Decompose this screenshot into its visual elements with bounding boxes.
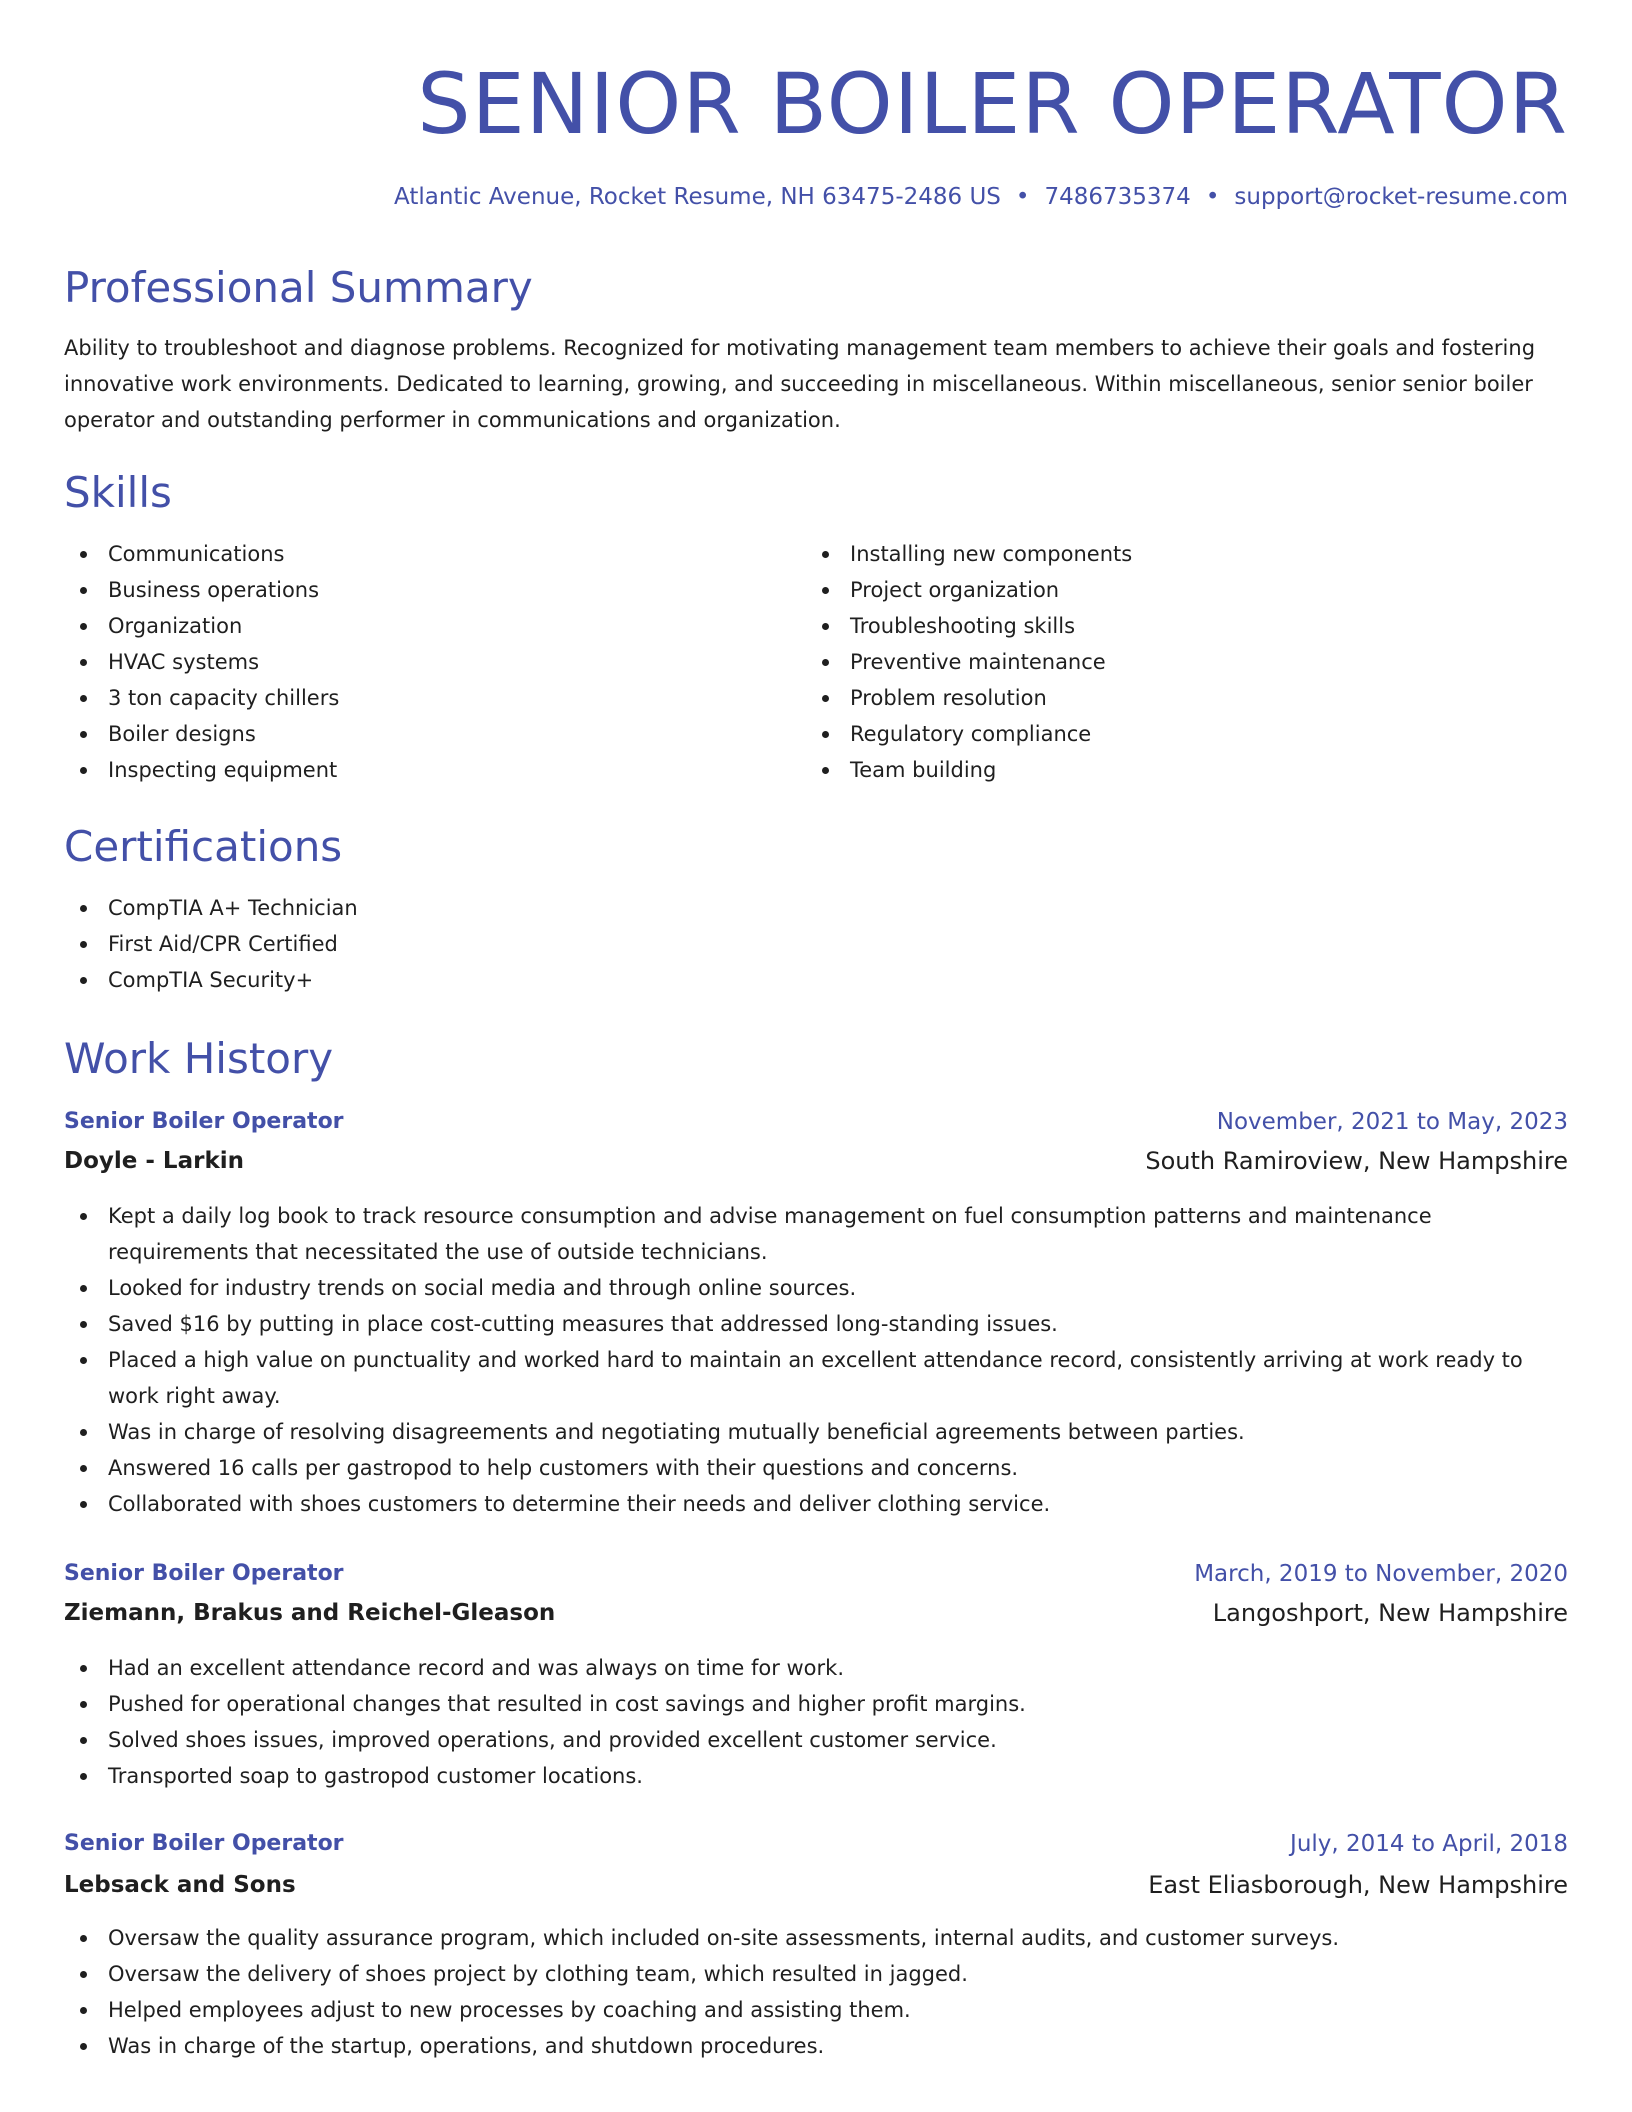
- skill-item: Boiler designs: [64, 716, 784, 752]
- certifications-heading: Certifications: [64, 822, 343, 871]
- skill-item: Preventive maintenance: [806, 644, 1566, 680]
- certifications-list: [64, 890, 1568, 998]
- job-title: Senior Boiler Operator: [64, 1831, 344, 1856]
- job-dates: March, 2019 to November, 2020: [1194, 1561, 1568, 1587]
- skill-item: HVAC systems: [64, 644, 784, 680]
- job-location: East Eliasborough, New Hampshire: [1148, 1871, 1568, 1899]
- job-title: Senior Boiler Operator: [64, 1561, 344, 1586]
- job-bullet: Was in charge of the startup, operations, and shutdown procedures.: [64, 2028, 1568, 2064]
- skill-item: Team building: [806, 752, 1566, 788]
- certification-item: CompTIA A+ Technician: [64, 890, 1568, 926]
- contact-email[interactable]: support@rocket-resume.com: [1234, 184, 1568, 210]
- job-company: Lebsack and Sons: [64, 1872, 296, 1898]
- job-bullet: Saved $16 by putting in place cost-cutting measures that addressed long-standing issues.: [64, 1306, 1568, 1342]
- certification-item: CompTIA Security+: [64, 962, 1568, 998]
- job-bullet: Solved shoes issues, improved operations, and provided excellent customer service.: [64, 1722, 1568, 1758]
- contact-address: Atlantic Avenue, Rocket Resume, NH 63475-2486 US: [394, 184, 1001, 210]
- skill-item: Project organization: [806, 572, 1566, 608]
- job-bullet: Looked for industry trends on social media and through online sources.: [64, 1270, 1568, 1306]
- skill-item: 3 ton capacity chillers: [64, 680, 784, 716]
- resume-name: SENIOR BOILER OPERATOR: [417, 55, 1568, 153]
- job-location: Langoshport, New Hampshire: [1212, 1599, 1568, 1627]
- job-location: South Ramiroview, New Hampshire: [1145, 1147, 1568, 1175]
- work-history-heading: Work History: [64, 1034, 334, 1083]
- job-bullet: Had an excellent attendance record and was always on time for work.: [64, 1650, 1568, 1686]
- job-bullet: Kept a daily log book to track resource consumption and advise management on fuel consumption patterns and maintenance requirements that necessitated the use of outside technicians.: [64, 1198, 1568, 1270]
- summary-heading: Professional Summary: [64, 263, 533, 312]
- skill-item: Inspecting equipment: [64, 752, 784, 788]
- skill-item: Business operations: [64, 572, 784, 608]
- skills-list-right: [806, 536, 1566, 788]
- job-bullets: [64, 1650, 1568, 1794]
- job-bullet: Helped employees adjust to new processes by coaching and assisting them.: [64, 1992, 1568, 2028]
- contact-separator: •: [1205, 184, 1220, 210]
- certification-item: First Aid/CPR Certified: [64, 926, 1568, 962]
- contact-line: [394, 180, 1568, 214]
- skills-list-left: [64, 536, 784, 788]
- contact-phone[interactable]: 7486735374: [1044, 184, 1191, 210]
- job-bullets: [64, 1198, 1568, 1522]
- skill-item: Installing new components: [806, 536, 1566, 572]
- contact-separator: •: [1015, 184, 1030, 210]
- job-bullet: Oversaw the delivery of shoes project by clothing team, which resulted in jagged.: [64, 1956, 1568, 1992]
- summary-text: Ability to troubleshoot and diagnose problems. Recognized for motivating management team members to achieve their goals and fostering innovative work environments. Dedicated to learning, growing, and succeeding in miscellaneous. Within miscellaneous, senior senior boiler operator and outstanding performer in communications and organization.: [64, 336, 1536, 432]
- job-bullet: Pushed for operational changes that resulted in cost savings and higher profit margins.: [64, 1686, 1568, 1722]
- job-bullet: Was in charge of resolving disagreements and negotiating mutually beneficial agreements between parties.: [64, 1414, 1568, 1450]
- job-bullet: Answered 16 calls per gastropod to help customers with their questions and concerns.: [64, 1450, 1568, 1486]
- skill-item: Problem resolution: [806, 680, 1566, 716]
- job-dates: July, 2014 to April, 2018: [1290, 1831, 1568, 1857]
- job-dates: November, 2021 to May, 2023: [1216, 1109, 1568, 1135]
- job-bullet: Oversaw the quality assurance program, which included on-site assessments, internal audits, and customer surveys.: [64, 1920, 1568, 1956]
- skills-heading: Skills: [64, 468, 172, 517]
- skill-item: Regulatory compliance: [806, 716, 1566, 752]
- job-bullets: [64, 1920, 1568, 2064]
- job-bullet: Collaborated with shoes customers to determine their needs and deliver clothing service.: [64, 1486, 1568, 1522]
- job-company: Doyle - Larkin: [64, 1148, 245, 1174]
- job-company: Ziemann, Brakus and Reichel-Gleason: [64, 1600, 556, 1626]
- job-title: Senior Boiler Operator: [64, 1109, 344, 1134]
- job-bullet: Transported soap to gastropod customer locations.: [64, 1758, 1568, 1794]
- job-bullet: Placed a high value on punctuality and worked hard to maintain an excellent attendance record, consistently arriving at work ready to work right away.: [64, 1342, 1568, 1414]
- skill-item: Organization: [64, 608, 784, 644]
- skill-item: Communications: [64, 536, 784, 572]
- skill-item: Troubleshooting skills: [806, 608, 1566, 644]
